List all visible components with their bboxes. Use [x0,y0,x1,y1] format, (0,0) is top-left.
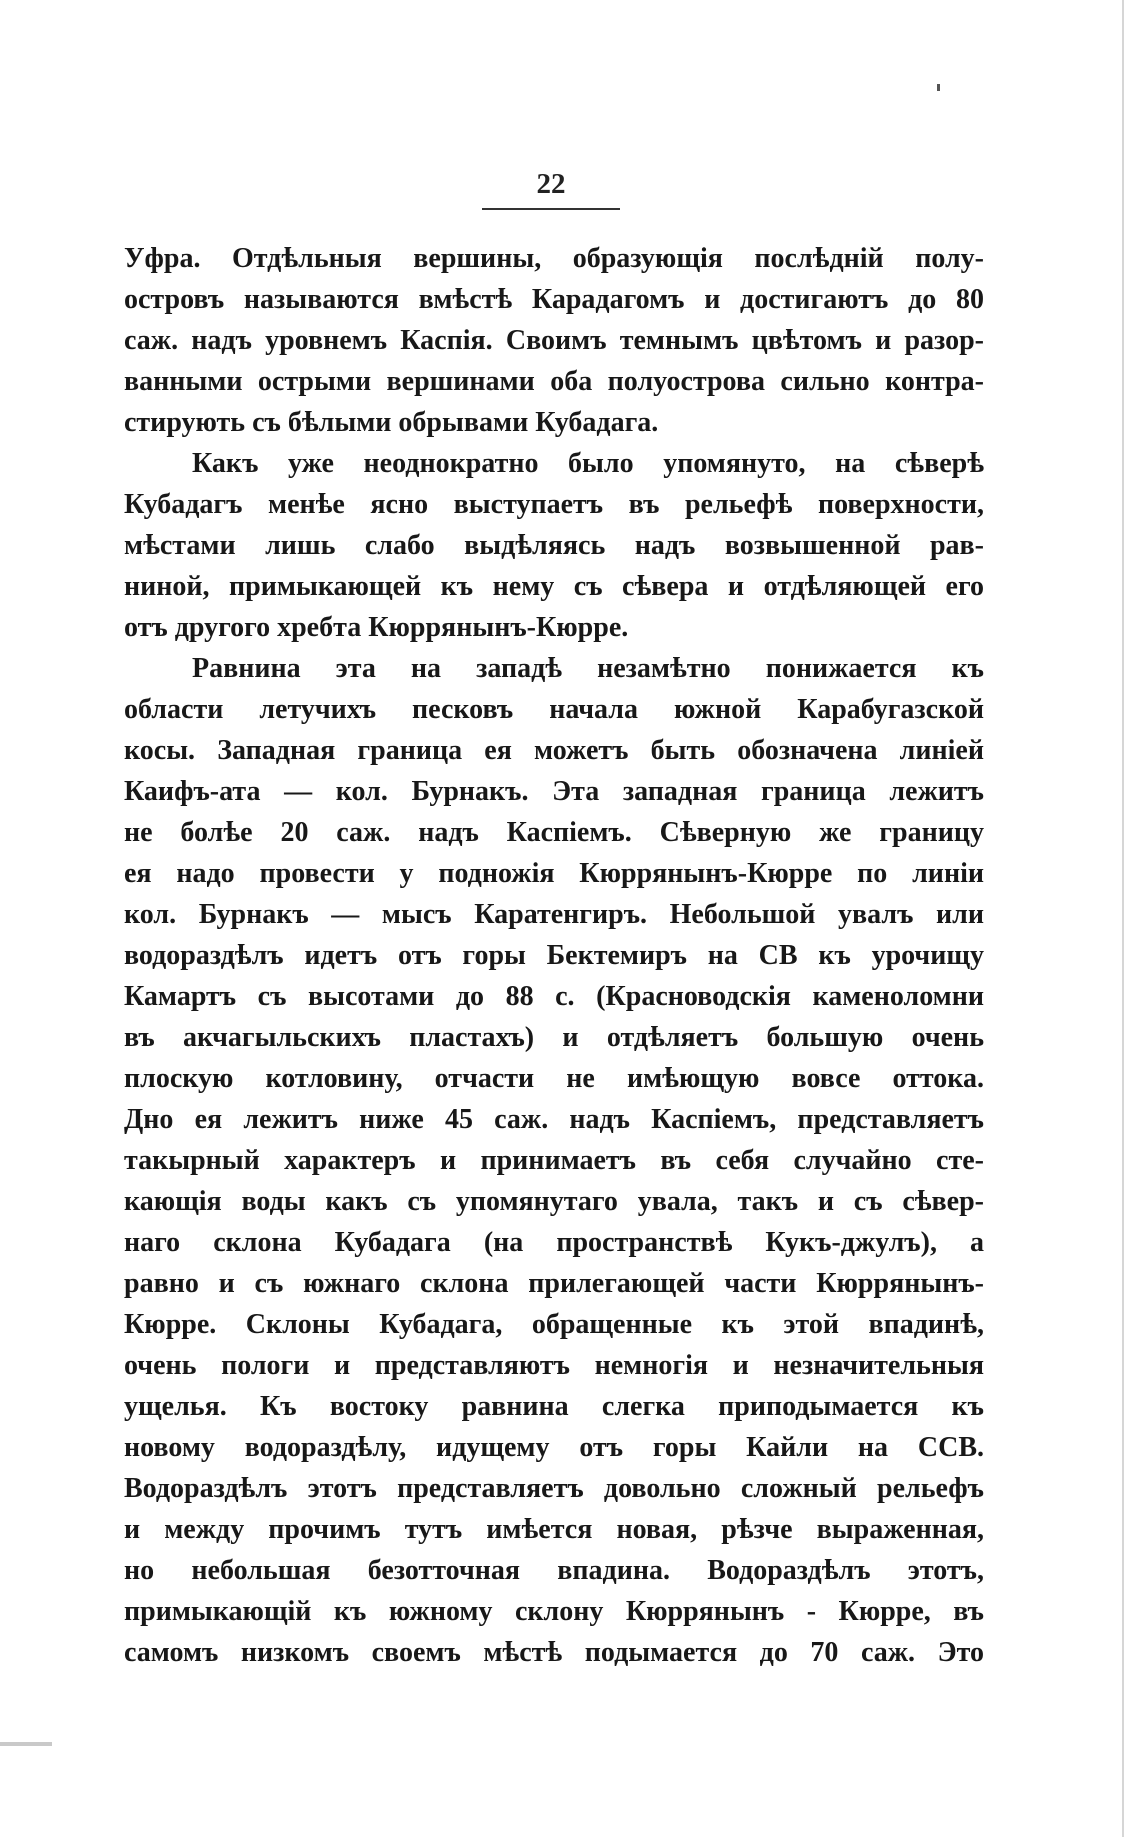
text-line: и между прочимъ тутъ имѣется новая, рѣзче выраженная, [124,1514,984,1545]
text-line: ниной, примыкающей къ нему съ сѣвера и отдѣляющей его [124,571,984,602]
page-edge-line [1122,0,1124,1837]
text-line: Дно ея лежитъ ниже 45 саж. надъ Каспіемъ, представляетъ [124,1104,984,1135]
text-line: наго склона Кубадага (на пространствѣ Кукъ-джулъ), а [124,1227,984,1258]
text-line: кол. Бурнакъ — мысъ Каратенгиръ. Небольшой увалъ или [124,899,984,930]
text-line: Каифъ-ата — кол. Бурнакъ. Эта западная граница лежитъ [124,776,984,807]
text-line: островъ называются вмѣстѣ Карадагомъ и достигаютъ до 80 [124,284,984,315]
text-line: Равнина эта на западѣ незамѣтно понижается къ [192,653,984,684]
text-line: очень пологи и представляютъ немногія и незначительныя [124,1350,984,1381]
text-line: равно и съ южнаго склона прилегающей части Кюррянынъ- [124,1268,984,1299]
text-line: Кюрре. Склоны Кубадага, обращенные къ этой впадинѣ, [124,1309,984,1340]
page-number-underline [482,208,620,210]
text-line: не болѣе 20 саж. надъ Каспіемъ. Сѣверную же границу [124,817,984,848]
text-line: отъ другого хребта Кюррянынъ-Кюрре. [124,612,629,643]
text-line: ванными острыми вершинами оба полуострова сильно контра- [124,366,984,397]
text-line: Водораздѣлъ этотъ представляетъ довольно сложный рельефъ [124,1473,984,1504]
text-line: кающія воды какъ съ упомянутаго увала, такъ и съ сѣвер- [124,1186,984,1217]
text-line: Уфра. Отдѣльныя вершины, образующія послѣдній полу- [124,243,984,274]
text-line: ущелья. Къ востоку равнина слегка приподымается къ [124,1391,984,1422]
scan-smudge [0,1742,52,1746]
text-line: саж. надъ уровнемъ Каспія. Своимъ темнымъ цвѣтомъ и разор- [124,325,984,356]
text-line: Какъ уже неоднократно было упомянуто, на сѣверѣ [192,448,984,479]
text-line: новому водораздѣлу, идущему отъ горы Кайли на ССВ. [124,1432,984,1463]
text-line: въ акчагыльскихъ пластахъ) и отдѣляетъ большую очень [124,1022,984,1053]
text-line: области летучихъ песковъ начала южной Карабугазской [124,694,984,725]
scan-speck [937,84,940,91]
page-number: 22 [536,168,566,200]
text-line: плоскую котловину, отчасти не имѣющую вовсе оттока. [124,1063,984,1094]
text-line: примыкающій къ южному склону Кюррянынъ - Кюрре, въ [124,1596,984,1627]
text-line: косы. Западная граница ея можетъ быть обозначена линіей [124,735,984,766]
text-line: такырный характеръ и принимаетъ въ себя случайно сте- [124,1145,984,1176]
text-line: Камартъ съ высотами до 88 с. (Красноводскія каменоломни [124,981,984,1012]
text-line: но небольшая безотточная впадина. Водораздѣлъ этотъ, [124,1555,984,1586]
text-line: самомъ низкомъ своемъ мѣстѣ подымается до 70 саж. Это [124,1637,984,1668]
text-line: водораздѣлъ идетъ отъ горы Бектемиръ на СВ къ урочищу [124,940,984,971]
text-line: мѣстами лишь слабо выдѣляясь надъ возвышенной рав- [124,530,984,561]
text-line: Кубадагъ менѣе ясно выступаетъ въ рельефѣ поверхности, [124,489,984,520]
text-line: стирують съ бѣлыми обрывами Кубадага. [124,407,659,438]
body-text [124,238,984,1673]
text-line: ея надо провести у подножія Кюррянынъ-Кюрре по линіи [124,858,984,889]
